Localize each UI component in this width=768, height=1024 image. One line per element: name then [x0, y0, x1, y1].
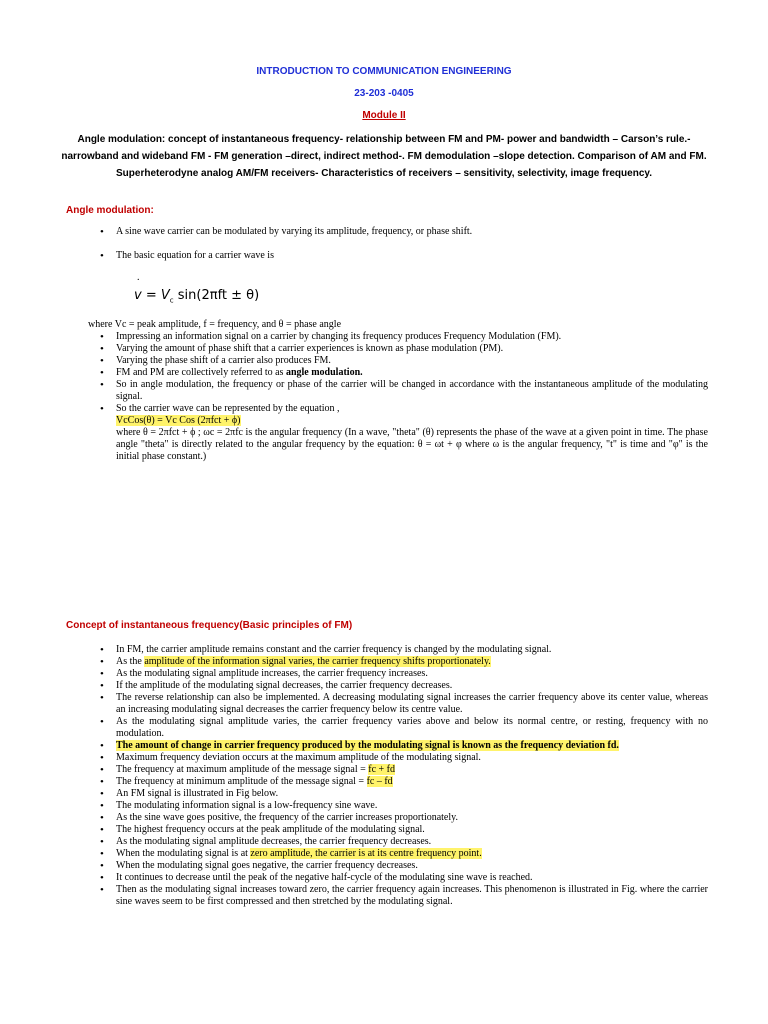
list-item [100, 403, 708, 463]
highlighted-equation: VcCos(θ) = Vc Cos (2πfct + ϕ) [116, 415, 241, 426]
list-item [100, 656, 708, 668]
formula-legend: where Vc = peak amplitude, f = frequency, and θ = phase angle [88, 319, 342, 330]
list-item-text: The frequency at minimum amplitude of the message signal = [116, 776, 367, 787]
list-item: • As the modulating signal amplitude increases, the carrier frequency increases. [100, 668, 708, 680]
highlighted-text: amplitude of the information signal varies, the carrier frequency shifts proportionately. [144, 656, 491, 667]
document-title: INTRODUCTION TO COMMUNICATION ENGINEERING [256, 66, 512, 77]
list-item: • In FM, the carrier amplitude remains constant and the carrier frequency is changed by the modulating signal. [100, 644, 708, 656]
bullet-list-fm-principles [100, 644, 708, 908]
list-item: • Impressing an information signal on a carrier by changing its frequency produces Frequency Modulation (FM). [100, 331, 708, 343]
formula-equals: = [141, 288, 161, 303]
bullet-list-angle-modulation [100, 331, 708, 463]
section-heading-angle-modulation: Angle modulation: [66, 205, 154, 216]
list-item: • Then as the modulating signal increases toward zero, the carrier frequency again increases. This phenomenon is illustrated in Fig. where the carrier sine waves seem to be first compressed and then stretched by the modulating signal. [100, 884, 708, 908]
list-item [100, 776, 708, 788]
highlighted-text: zero amplitude, the carrier is at its centre frequency point. [250, 848, 482, 859]
formula-lhs: v [134, 288, 142, 303]
module-title: Module II [362, 110, 406, 121]
list-item: • An FM signal is illustrated in Fig below. [100, 788, 708, 800]
formula-rest: sin(2πft ± θ) [173, 288, 260, 303]
list-item: • If the amplitude of the modulating signal decreases, the carrier frequency decreases. [100, 680, 708, 692]
angle-modulation-bold: angle modulation. [285, 367, 363, 378]
list-item-text: • So the carrier wave can be represented by the equation , [116, 403, 340, 414]
list-item: • Varying the amount of phase shift that a carrier experiences is known as phase modulation (PM). [100, 343, 708, 355]
bullet-list-intro [100, 226, 708, 238]
highlighted-text: fc – fd [366, 776, 393, 787]
list-item: • When the modulating signal goes negative, the carrier frequency decreases. [100, 860, 708, 872]
formula-v-sub: c [169, 296, 174, 305]
syllabus-paragraph: Angle modulation: concept of instantaneous frequency- relationship between FM and PM- power and bandwidth – Carson’s rule.- narrowband and wideband FM - FM generation –direct, indirect method-. FM demodulation –slope detection. Comparison of AM and FM. Superheterodyne analog AM/FM receivers- Characteristics of receivers – sensitivity, selectivity, image frequency. [61, 134, 707, 179]
highlighted-text: fc + fd [368, 764, 395, 775]
list-item [100, 740, 708, 752]
list-item: • It continues to decrease until the peak of the negative half-cycle of the modulating sine wave is reached. [100, 872, 708, 884]
list-item [100, 367, 708, 379]
carrier-wave-formula [134, 288, 259, 303]
list-item: • As the sine wave goes positive, the frequency of the carrier increases proportionately. [100, 812, 708, 824]
bullet-list-basic-eq [100, 250, 708, 262]
formula-v: V [160, 288, 170, 303]
list-item-text: The frequency at maximum amplitude of the message signal = [116, 764, 369, 775]
list-item [100, 848, 708, 860]
list-item: • A sine wave carrier can be modulated by varying its amplitude, frequency, or phase shift. [100, 226, 708, 238]
highlighted-bold-definition: The amount of change in carrier frequency produced by the modulating signal is known as the frequency deviation fd. [116, 740, 619, 751]
list-item: • The modulating information signal is a low-frequency sine wave. [100, 800, 708, 812]
course-code: 23-203 -0405 [354, 88, 414, 99]
list-item-text: FM and PM are collectively referred to as [116, 367, 286, 378]
list-item: • As the modulating signal amplitude varies, the carrier frequency varies above and below its normal centre, or resting, frequency with no modulation. [100, 716, 708, 740]
stray-dot: . [137, 272, 140, 283]
list-item: • The highest frequency occurs at the peak amplitude of the modulating signal. [100, 824, 708, 836]
list-item: • Varying the phase shift of a carrier also produces FM. [100, 355, 708, 367]
list-item-text: As the [116, 656, 145, 667]
list-item-text: When the modulating signal is at [116, 848, 251, 859]
list-item: • So in angle modulation, the frequency or phase of the carrier will be changed in accordance with the instantaneous amplitude of the modulating signal. [100, 379, 708, 403]
section-heading-instantaneous-frequency: Concept of instantaneous frequency(Basic principles of FM) [66, 620, 353, 631]
list-item: • The reverse relationship can also be implemented. A decreasing modulating signal increases the carrier frequency above its center value, whereas an increasing modulating signal decreases the carrier frequency below its centre value. [100, 692, 708, 716]
list-item [100, 764, 708, 776]
list-item: • The basic equation for a carrier wave is [100, 250, 708, 262]
list-item: • As the modulating signal amplitude decreases, the carrier frequency decreases. [100, 836, 708, 848]
list-item: • Maximum frequency deviation occurs at the maximum amplitude of the modulating signal. [100, 752, 708, 764]
equation-explanation: where θ = 2πfct + ϕ ; ωc = 2πfc is the angular frequency (In a wave, "theta" (θ) represents the phase of the wave at a given point in time. The phase angle "theta" is directly related to the angular frequency by the equation: θ = ωt + φ where ω is the angular frequency, "t" is time and "φ" is the initial phase constant.) [116, 427, 708, 462]
